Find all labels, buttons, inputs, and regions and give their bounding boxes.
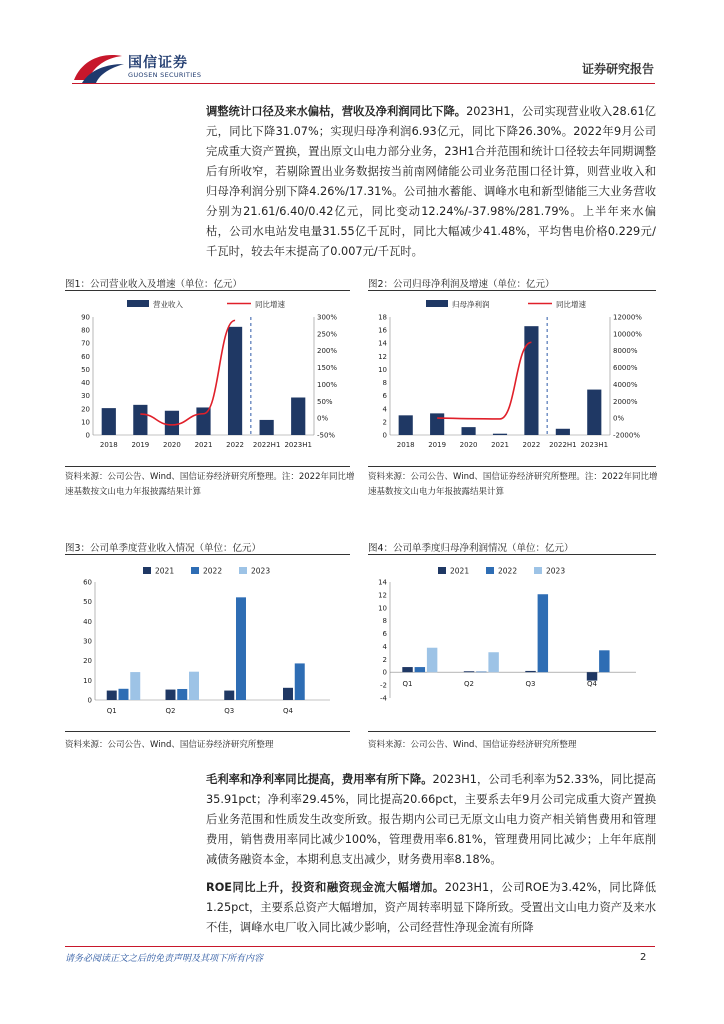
x-tick-label: Q2 <box>464 680 475 688</box>
y-tick-label-right: 0% <box>317 414 329 423</box>
bar <box>119 689 129 700</box>
bar <box>196 407 210 435</box>
logo-en-text: GUOSEN SECURITIES <box>128 71 202 79</box>
figure-2-rule <box>368 290 656 291</box>
bar <box>236 597 246 700</box>
y-tick-label-left: 60 <box>81 352 90 361</box>
legend-label: 2021 <box>155 566 175 576</box>
bar <box>525 671 535 672</box>
y-tick-label-left: 6 <box>382 392 387 401</box>
bar <box>587 390 601 435</box>
y-tick-label-left: 0 <box>85 431 90 440</box>
y-tick-label-left: 30 <box>81 392 90 401</box>
bar <box>427 648 437 672</box>
y-tick-label: 50 <box>83 598 92 607</box>
y-tick-label-right: -50% <box>317 431 336 440</box>
bar <box>166 690 176 700</box>
y-tick-label-right: 4000% <box>613 380 638 389</box>
bar <box>283 688 293 700</box>
y-tick-label-right: 2000% <box>613 397 638 406</box>
report-type-label: 证券研究报告 <box>581 62 654 76</box>
y-tick-label-right: 150% <box>317 364 338 373</box>
figure-1-rule <box>65 290 350 291</box>
x-tick-label: 2020 <box>163 441 181 449</box>
x-tick-label: 2019 <box>131 441 150 449</box>
x-tick-label: Q3 <box>224 707 235 715</box>
bar <box>189 672 199 700</box>
x-tick-label: 2018 <box>99 441 118 449</box>
legend-label: 2021 <box>450 566 470 576</box>
x-tick-label: 2022 <box>522 441 541 449</box>
y-tick-label: 0 <box>382 668 387 677</box>
figure-1-bottom-rule <box>65 466 350 467</box>
bar <box>130 672 140 700</box>
legend-label: 同比增速 <box>556 300 586 309</box>
paragraph-heading: ROE同比上升，投资和融资现金流大幅增加。 <box>206 881 445 894</box>
bar <box>430 413 444 435</box>
y-tick-label: -4 <box>380 694 387 703</box>
bar <box>464 671 474 672</box>
figure-2-chart <box>368 295 656 457</box>
bar <box>260 420 274 435</box>
bar <box>133 405 147 435</box>
bar <box>599 650 609 672</box>
bar <box>165 411 179 435</box>
paragraph-body: 2023H1，公司实现营业收入28.61亿元，同比下降31.07%；实现归母净利润6.93亿元，同比下降26.30%。2022年9月公司完成重大资产置换，置出原文山电力部分业务，23H1合并范围和统计口径较去年同期调整后有所收窄，若剔除置出业务数据按当前南网储能公司业务范围口径计算，则营业收入和归母净利润分别下降4.26%/17.31%。公司抽水蓄能、调峰水电和新型储能三大业务营收分别为21.61/6.40/0.42亿元，同比变动12.24%/-37.98%/281.79%。上半年来水偏枯，公司水电站发电量31.55亿千瓦时，同比大幅减少41.48%，平均售电价格0.229元/千瓦时，较去年末提高了0.007元/千瓦时。 <box>206 105 656 258</box>
y-tick-label-right: 50% <box>317 397 333 406</box>
x-tick-label: 2021 <box>491 441 509 449</box>
legend-swatch <box>191 567 199 574</box>
bar <box>402 667 412 672</box>
bar <box>399 415 413 435</box>
bar <box>488 652 498 672</box>
header-divider <box>72 83 655 84</box>
guosen-logo-icon <box>72 50 126 86</box>
y-tick-label-right: 200% <box>317 347 338 356</box>
x-tick-label: Q1 <box>106 707 117 715</box>
x-tick-label: Q3 <box>525 680 536 688</box>
x-tick-label: 2021 <box>194 441 213 449</box>
bar <box>556 429 570 435</box>
figure-3-chart <box>65 560 350 720</box>
legend-label: 2023 <box>546 566 566 576</box>
bar <box>228 327 242 435</box>
paragraph-heading: 调整统计口径及来水偏枯，营收及净利润同比下降。 <box>206 105 467 118</box>
x-tick-label: 2018 <box>396 441 415 449</box>
y-tick-label-left: 16 <box>378 326 387 335</box>
figure-2-bottom-rule <box>368 466 656 467</box>
paragraph-body: 2023H1，公司毛利率为52.33%，同比提高35.91pct；净利率29.45%，同比提高20.66pct，主要系去年9月公司完成重大资产置换后业务范围和性质发生改变所致。报告期内公司已无原文山电力资产相关销售费用和管理费用，销售费用率同比减少100%，管理费用率6.81%，管理费用同比减少；上年年底削减债务融资本金，本期利息支出减少，财务费用率8.18%。 <box>206 773 656 866</box>
bar <box>102 408 116 435</box>
figure-1-chart <box>65 295 350 457</box>
x-tick-label: 2020 <box>459 441 478 449</box>
y-tick-label: -2 <box>380 681 387 690</box>
x-tick-label: Q2 <box>165 707 176 715</box>
legend-label: 2022 <box>203 566 223 576</box>
page-header <box>0 0 724 90</box>
legend-swatch <box>239 567 247 574</box>
legend-swatch <box>486 567 494 574</box>
figure-4-rule <box>368 554 656 555</box>
figure-4-source: 资料来源：公司公告、Wind、国信证券经济研究所整理 <box>368 740 577 750</box>
x-tick-label: 2022 <box>226 441 244 449</box>
y-tick-label-left: 80 <box>81 326 90 335</box>
y-tick-label-left: 18 <box>378 313 387 322</box>
y-tick-label-left: 40 <box>81 379 90 388</box>
legend-swatch-bar <box>127 300 149 307</box>
legend-swatch <box>143 567 151 574</box>
y-tick-label-left: 90 <box>81 313 90 322</box>
y-tick-label: 4 <box>382 642 387 651</box>
footer-divider <box>65 946 655 947</box>
y-tick-label-right: 300% <box>317 313 338 322</box>
figure-1-source: 资料来源：公司公告、Wind、国信证券经济研究所整理。注：2022年同比增速基数按文山电力年报披露结果计算 <box>65 472 355 497</box>
paragraph-heading: 毛利率和净利率同比提高，费用率有所下降。 <box>206 773 433 786</box>
y-tick-label-right: 0% <box>613 414 625 423</box>
bar <box>462 427 476 435</box>
legend-label: 归母净利润 <box>452 300 490 309</box>
y-tick-label: 60 <box>83 578 92 587</box>
figure-3-title: 图3：公司单季度营业收入情况（单位：亿元） <box>65 543 262 554</box>
bar <box>295 663 305 700</box>
bar <box>415 667 425 672</box>
y-tick-label-left: 12 <box>378 352 387 361</box>
growth-line <box>140 320 235 425</box>
y-tick-label-left: 70 <box>81 339 90 348</box>
legend-label: 同比增速 <box>255 300 285 309</box>
y-tick-label: 2 <box>382 655 387 664</box>
legend-label: 营业收入 <box>153 300 183 309</box>
bar <box>538 594 548 672</box>
paragraph-margins <box>206 770 656 870</box>
y-tick-label-left: 0 <box>382 431 387 440</box>
figure-1-title: 图1：公司营业收入及增速（单位：亿元） <box>65 279 243 290</box>
figure-2-title: 图2：公司归母净利润及增速（单位：亿元） <box>368 279 555 290</box>
figure-4-title: 图4：公司单季度归母净利润情况（单位：亿元） <box>368 543 574 554</box>
x-tick-label: 2022H1 <box>549 441 577 449</box>
y-tick-label: 30 <box>83 637 92 646</box>
y-tick-label: 0 <box>87 696 92 705</box>
page-number: 2 <box>640 952 647 963</box>
y-tick-label: 6 <box>382 630 387 639</box>
logo-cn-text: 国信证券 <box>128 55 188 71</box>
y-tick-label: 14 <box>378 578 387 587</box>
figure-3-rule <box>65 554 350 555</box>
bar <box>224 691 234 700</box>
y-tick-label-right: 6000% <box>613 364 638 373</box>
bar <box>493 434 507 435</box>
bar <box>291 398 305 435</box>
y-tick-label-right: 12000% <box>613 313 642 322</box>
x-tick-label: 2023H1 <box>284 441 312 449</box>
y-tick-label: 10 <box>378 604 387 613</box>
x-tick-label: Q4 <box>283 707 293 715</box>
y-tick-label-left: 8 <box>382 379 387 388</box>
y-tick-label-right: 8000% <box>613 347 638 356</box>
x-tick-label: Q1 <box>402 680 413 688</box>
y-tick-label: 10 <box>83 676 92 685</box>
figure-4-bottom-rule <box>368 731 656 732</box>
figure-4-chart <box>368 560 656 720</box>
y-tick-label-left: 2 <box>382 418 387 427</box>
y-tick-label-right: -2000% <box>613 431 640 440</box>
legend-swatch-bar <box>426 300 448 307</box>
x-tick-label: 2022H1 <box>252 441 281 449</box>
legend-label: 2023 <box>251 566 271 576</box>
y-tick-label-left: 50 <box>81 365 90 374</box>
paragraph-body: 2023H1，公司ROE为3.42%，同比降低1.25pct，主要系总资产大幅增加，资产周转率明显下降所致。受置出文山电力资产及来水不佳，调峰水电厂收入同比减少影响，公司经营性净现金流有所降 <box>206 881 656 934</box>
bar <box>177 689 187 700</box>
figure-3-bottom-rule <box>65 731 350 732</box>
y-tick-label: 20 <box>83 657 92 666</box>
y-tick-label-left: 10 <box>81 418 90 427</box>
growth-line <box>437 342 531 419</box>
y-tick-label-left: 10 <box>378 365 387 374</box>
y-tick-label-left: 4 <box>382 405 387 414</box>
legend-swatch <box>534 567 542 574</box>
y-tick-label-left: 14 <box>378 339 387 348</box>
figure-2-source: 资料来源：公司公告、Wind、国信证券经济研究所整理。注：2022年同比增速基数按文山电力年报披露结果计算 <box>368 472 658 497</box>
x-tick-label: 2019 <box>428 441 447 449</box>
y-tick-label-right: 10000% <box>613 330 642 339</box>
y-tick-label: 40 <box>83 617 92 626</box>
x-tick-label: Q4 <box>587 680 598 688</box>
paragraph-roe <box>206 878 656 938</box>
legend-label: 2022 <box>498 566 518 576</box>
bar <box>476 672 486 673</box>
paragraph-revenue-profit <box>206 102 656 262</box>
y-tick-label: 12 <box>378 591 387 600</box>
bar <box>524 326 538 435</box>
y-tick-label-right: 250% <box>317 330 338 339</box>
figure-3-source: 资料来源：公司公告、Wind、国信证券经济研究所整理 <box>65 740 274 750</box>
footer-disclaimer: 请务必阅读正文之后的免责声明及其项下所有内容 <box>65 954 264 964</box>
x-tick-label: 2023H1 <box>580 441 609 449</box>
y-tick-label-left: 20 <box>81 405 90 414</box>
legend-swatch <box>438 567 446 574</box>
y-tick-label-right: 100% <box>317 380 338 389</box>
bar <box>107 691 117 700</box>
y-tick-label: 8 <box>382 617 387 626</box>
